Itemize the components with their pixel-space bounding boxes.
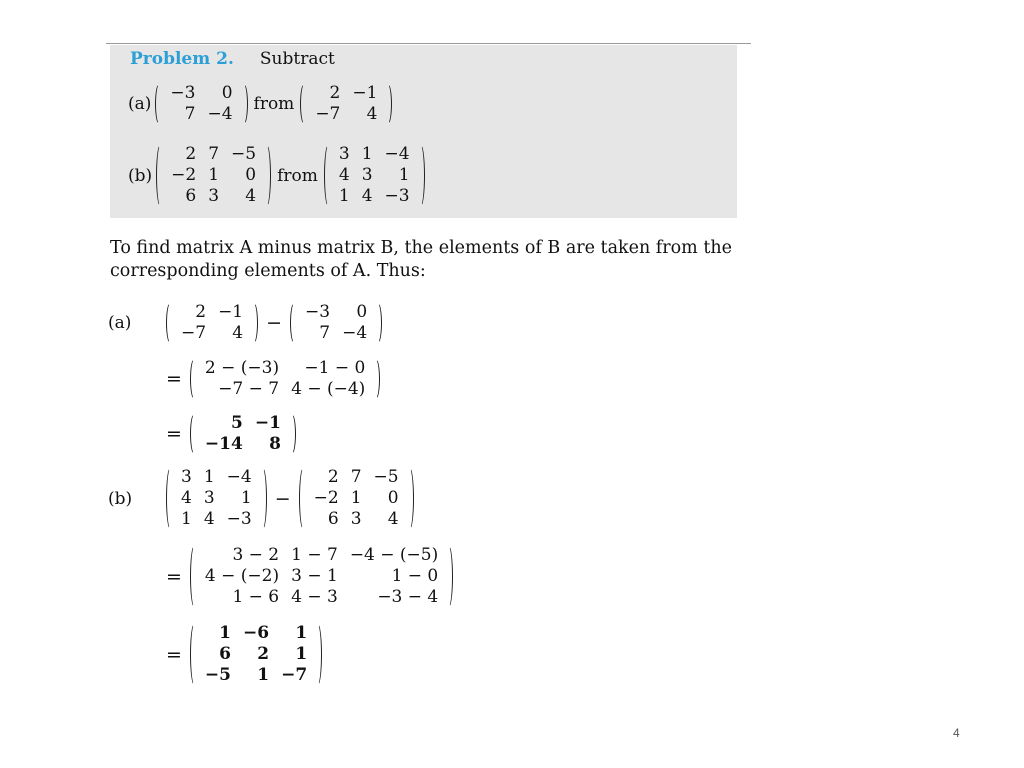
matrix-cell: 1 − 7 <box>291 545 338 565</box>
solution-a-line-3 <box>166 413 296 455</box>
matrix-cell: 3 − 1 <box>291 566 338 586</box>
equals-sign: = <box>166 423 182 445</box>
equals-sign: = <box>166 565 182 588</box>
matrix-cell: 0 <box>221 83 233 103</box>
matrix-grid <box>175 467 258 530</box>
from-word: from <box>253 94 295 114</box>
page-number: 4 <box>953 726 960 740</box>
matrix-row <box>199 358 371 379</box>
top-rule <box>106 43 751 44</box>
matrix-cell: −3 <box>384 186 410 206</box>
matrix-cell: 1 <box>208 165 220 185</box>
matrix-cell: 6 <box>185 186 197 206</box>
matrix <box>190 623 322 686</box>
explanation-text: To find matrix A minus matrix B, the elements of B are taken from the corresponding elements of A. Thus: <box>110 238 732 281</box>
matrix-cell: −5 <box>231 144 257 164</box>
right-paren <box>249 302 258 344</box>
matrix-cell: 4 <box>181 488 192 508</box>
matrix-cell: 2 <box>327 467 339 487</box>
matrix-cell: 2 <box>329 83 341 103</box>
solution-a-line-2 <box>166 358 380 400</box>
matrix-cell: 1 <box>350 488 362 508</box>
matrix-cell: 3 <box>208 186 220 206</box>
right-paren <box>258 467 267 530</box>
matrix-cell: 4 <box>203 509 215 529</box>
matrix-cell: −3 − 4 <box>377 587 439 607</box>
matrix-cell: 4 <box>245 186 257 206</box>
matrix <box>299 467 414 530</box>
matrix-cell: −1 <box>254 413 281 433</box>
matrix-grid <box>333 144 416 207</box>
right-paren <box>371 358 380 400</box>
matrix-cell: 2 <box>195 302 207 322</box>
matrix-cell: 1 <box>295 623 308 643</box>
matrix-row <box>199 379 371 400</box>
matrix-cell: 5 <box>230 413 243 433</box>
solution-a-line-1 <box>108 302 382 344</box>
matrix-cell: 7 <box>184 104 196 124</box>
left-paren <box>190 545 199 608</box>
matrix-cell: −7 <box>181 323 207 343</box>
matrix-cell: 3 <box>350 509 362 529</box>
matrix-cell: −4 − (−5) <box>349 545 439 565</box>
matrix <box>156 144 271 207</box>
matrix-cell: 3 <box>203 488 215 508</box>
matrix-row <box>199 623 313 644</box>
problem-part-b <box>128 144 425 207</box>
matrix-row <box>199 665 313 686</box>
left-paren <box>190 358 199 400</box>
matrix-cell: 7 <box>319 323 331 343</box>
left-paren <box>190 413 199 455</box>
right-paren <box>287 413 296 455</box>
matrix-cell: 7 <box>208 144 220 164</box>
matrix-cell: −5 <box>373 467 399 487</box>
matrix <box>324 144 425 207</box>
matrix-row <box>308 488 405 509</box>
matrix-grid <box>165 144 262 207</box>
matrix-row <box>164 83 238 104</box>
problem-heading <box>130 49 335 69</box>
matrix-cell: 6 <box>219 644 231 664</box>
matrix-row <box>333 144 416 165</box>
right-paren <box>383 83 392 125</box>
left-paren <box>166 302 175 344</box>
matrix-row <box>308 467 405 488</box>
matrix-cell: −7 <box>315 104 341 124</box>
matrix-cell: −1 − 0 <box>304 358 366 378</box>
matrix-cell: −4 <box>207 104 233 124</box>
matrix-cell: 2 <box>185 144 197 164</box>
matrix-cell: −5 <box>204 665 231 685</box>
matrix-cell: 8 <box>269 434 281 454</box>
problem-part-a <box>128 83 392 125</box>
part-a-label: (a) <box>128 94 152 114</box>
matrix <box>155 83 247 125</box>
matrix <box>190 358 380 400</box>
matrix-cell: 4 <box>338 165 350 185</box>
matrix-cell: 4 <box>361 186 373 206</box>
minus-sign: − <box>266 312 283 334</box>
matrix-cell: 0 <box>356 302 368 322</box>
matrix-cell: 1 <box>338 186 350 206</box>
matrix-grid <box>199 358 371 400</box>
matrix-cell: 1 − 6 <box>232 587 280 607</box>
matrix-cell: 3 − 2 <box>232 545 280 565</box>
matrix-grid <box>299 302 373 344</box>
matrix-cell: 1 <box>361 144 373 164</box>
matrix-cell: −3 <box>170 83 196 103</box>
right-paren <box>405 467 414 530</box>
matrix <box>300 83 392 125</box>
matrix <box>190 413 296 455</box>
solution-a-label: (a) <box>108 313 132 333</box>
matrix-cell: −4 <box>226 467 252 487</box>
matrix-cell: −1 <box>352 83 378 103</box>
solution-b-line-1 <box>108 467 414 530</box>
matrix-cell: 1 − 0 <box>391 566 439 586</box>
right-paren <box>239 83 248 125</box>
matrix-cell: 1 <box>240 488 252 508</box>
matrix-cell: 4 <box>366 104 378 124</box>
left-paren <box>324 144 333 207</box>
matrix-cell: −7 − 7 <box>218 379 280 399</box>
matrix-cell: −7 <box>281 665 308 685</box>
matrix-cell: −3 <box>226 509 252 529</box>
matrix-row <box>309 104 383 125</box>
matrix-grid <box>199 623 313 686</box>
matrix-row <box>165 144 262 165</box>
left-paren <box>190 623 199 686</box>
right-paren <box>444 545 453 608</box>
matrix-grid <box>309 83 383 125</box>
right-paren <box>373 302 382 344</box>
matrix-cell: −2 <box>171 165 197 185</box>
matrix-cell: 4 <box>387 509 399 529</box>
left-paren <box>166 467 175 530</box>
matrix-cell: 4 <box>232 323 244 343</box>
matrix-cell: 2 − (−3) <box>204 358 280 378</box>
matrix-cell: −4 <box>384 144 410 164</box>
right-paren <box>313 623 322 686</box>
left-paren <box>290 302 299 344</box>
matrix-row <box>164 104 238 125</box>
matrix-grid <box>164 83 238 125</box>
matrix-row <box>199 545 444 566</box>
matrix-cell: 1 <box>181 509 192 529</box>
matrix-cell: −3 <box>305 302 331 322</box>
matrix-cell: 6 <box>327 509 339 529</box>
matrix-cell: −1 <box>218 302 244 322</box>
matrix-row <box>175 488 258 509</box>
solution-b-line-2 <box>166 545 453 608</box>
solution-b-line-3 <box>166 623 322 686</box>
matrix-cell: −2 <box>313 488 339 508</box>
matrix-row <box>199 644 313 665</box>
matrix-grid <box>308 467 405 530</box>
matrix-cell: −14 <box>204 434 243 454</box>
minus-sign: − <box>274 487 291 510</box>
matrix-cell: 1 <box>203 467 215 487</box>
equals-sign: = <box>166 643 182 666</box>
matrix <box>290 302 382 344</box>
matrix-row <box>199 434 287 455</box>
matrix-cell: 4 − (−4) <box>291 379 366 399</box>
matrix-row <box>175 467 258 488</box>
matrix-cell: 4 − 3 <box>291 587 338 607</box>
problem-instruction: Subtract <box>259 49 335 69</box>
matrix-grid <box>199 545 444 608</box>
matrix <box>166 467 267 530</box>
matrix-row <box>199 413 287 434</box>
matrix-cell: 3 <box>338 144 350 164</box>
matrix-row <box>175 302 249 323</box>
matrix-cell: −4 <box>342 323 368 343</box>
matrix-cell: 1 <box>398 165 410 185</box>
left-paren <box>155 83 164 125</box>
matrix-row <box>299 302 373 323</box>
matrix-cell: 3 <box>361 165 373 185</box>
matrix-row <box>199 587 444 608</box>
equals-sign: = <box>166 368 182 390</box>
matrix-row <box>333 165 416 186</box>
matrix-cell: 3 <box>181 467 192 487</box>
left-paren <box>156 144 165 207</box>
matrix-cell: 1 <box>257 665 270 685</box>
matrix-row <box>165 165 262 186</box>
matrix-cell: 7 <box>350 467 362 487</box>
matrix-cell: −6 <box>243 623 270 643</box>
matrix-row <box>308 509 405 530</box>
part-b-label: (b) <box>128 165 153 186</box>
left-paren <box>300 83 309 125</box>
matrix-cell: 1 <box>219 623 231 643</box>
matrix-cell: 0 <box>387 488 399 508</box>
solution-b-label: (b) <box>108 488 133 509</box>
from-word: from <box>277 165 318 186</box>
matrix <box>166 302 258 344</box>
matrix-grid <box>199 413 287 455</box>
matrix-cell: 2 <box>257 644 270 664</box>
matrix-row <box>333 186 416 207</box>
matrix-row <box>165 186 262 207</box>
problem-title: Problem 2. <box>130 49 234 69</box>
matrix-row <box>175 509 258 530</box>
matrix-row <box>199 566 444 587</box>
matrix <box>190 545 453 608</box>
left-paren <box>299 467 308 530</box>
right-paren <box>262 144 271 207</box>
matrix-grid <box>175 302 249 344</box>
right-paren <box>416 144 425 207</box>
matrix-cell: 1 <box>295 644 308 664</box>
matrix-cell: 0 <box>245 165 257 185</box>
matrix-row <box>309 83 383 104</box>
problem-box <box>110 45 737 218</box>
matrix-row <box>299 323 373 344</box>
matrix-row <box>175 323 249 344</box>
matrix-cell: 4 − (−2) <box>204 566 280 586</box>
